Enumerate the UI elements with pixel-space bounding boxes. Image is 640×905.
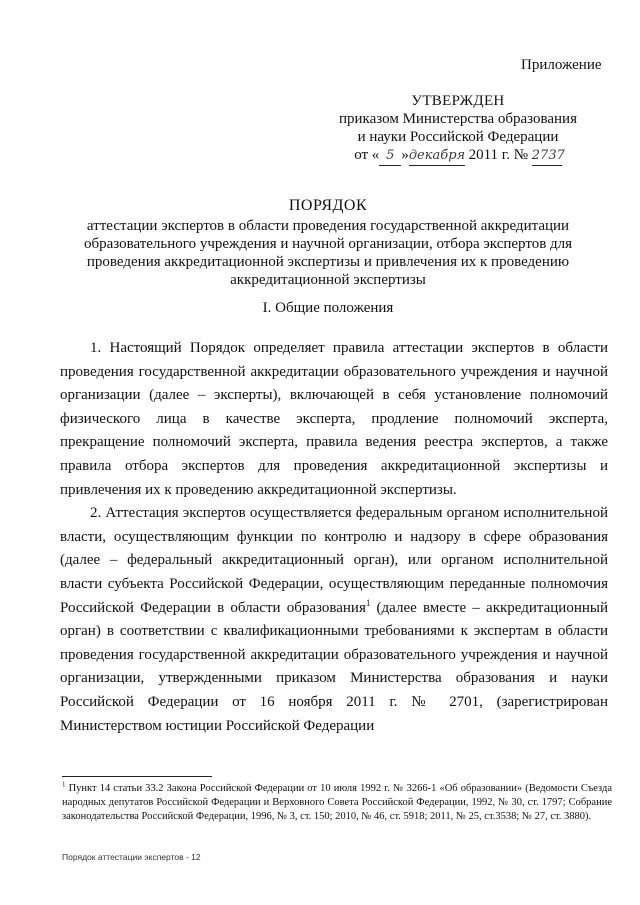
appendix-label: Приложение xyxy=(521,57,602,73)
date-year: 2011 г. № xyxy=(468,147,529,163)
handwritten-month: декабря xyxy=(409,147,465,166)
date-quote: » xyxy=(401,147,409,163)
document-subtitle: аттестации экспертов в области проведения государственной аккредитации образовательного учреждения и научной организации, отбора экспертов для проведения аккредитационной экспертизы и привлечения их к проведению аккредитационной экспертизы xyxy=(83,218,573,288)
footnote-ref-1[interactable]: 1 xyxy=(365,597,371,608)
handwritten-order-number: 2737 xyxy=(532,147,562,166)
approved-line-2: и науки Российской Федерации xyxy=(357,129,559,145)
paragraph-1: 1. Настоящий Порядок определяет правила аттестации экспертов в области проведения государственной аккредитации образовательного учреждения и научной организации (далее – эксперты), включающей в себя установление полномочий физического лица в качестве эксперта, продление полномочий эксперта, прекращение полномочий эксперта, правила ведения реестра экспертов, а также правила отбора экспертов для проведения аккредитационной экспертизы и привлечения их к проведению аккредитационной экспертизы. xyxy=(60,340,608,498)
approved-title: УТВЕРЖДЕН xyxy=(411,93,505,109)
paragraph-2-part-2: (далее вместе – аккредитационный орган) в соответствии с квалификационными требованиями к экспертам в области проведения государственной аккредитации образовательного учреждения и научной организации, утвержденными приказом Министерства образования и науки Российской Федерации от 16 ноября 2011 г. № 2701, (зарегистрирован Министерством юстиции Российской Федерации xyxy=(60,599,608,734)
handwritten-day: 5 xyxy=(379,147,401,166)
paragraph-2 xyxy=(60,502,608,738)
approved-line-1: приказом Министерства образования xyxy=(339,111,577,127)
approval-block xyxy=(338,92,578,166)
approval-date-line xyxy=(338,146,578,166)
section-heading: I. Общие положения xyxy=(262,300,394,316)
footnote-divider xyxy=(62,776,212,777)
footnote xyxy=(62,782,612,824)
footnote-marker: 1 xyxy=(62,780,66,789)
footnote-text: Пункт 14 статьи 33.2 Закона Российской Федерации от 10 июля 1992 г. № 3266-1 «Об образовании» (Ведомости Съезда народных депутатов Российской Федерации и Верховного Совета Российской Федерации, 1992, № 30, ст. 1797; Собрание законодательства Российской Федерации, 1996, № 3, ст. 150; 2010, № 46, ст. 5918; 2011, № 25, ст.3538; № 27, ст. 3880). xyxy=(62,783,612,822)
document-title: ПОРЯДОК xyxy=(288,197,368,214)
document-body xyxy=(60,337,608,738)
page-footer: Порядок аттестации экспертов - 12 xyxy=(62,852,201,862)
date-prefix: от « xyxy=(354,147,380,163)
document-title-block xyxy=(58,197,598,289)
paragraph-2-part-1: 2. Аттестация экспертов осуществляется федеральным органом исполнительной власти, осуществляющим функции по контролю и надзору в сфере образования (далее – федеральный аккредитационный орган), или органом исполнительной власти субъекта Российской Федерации, осуществляющим переданные полномочия Российской Федерации в области образования xyxy=(60,505,608,616)
